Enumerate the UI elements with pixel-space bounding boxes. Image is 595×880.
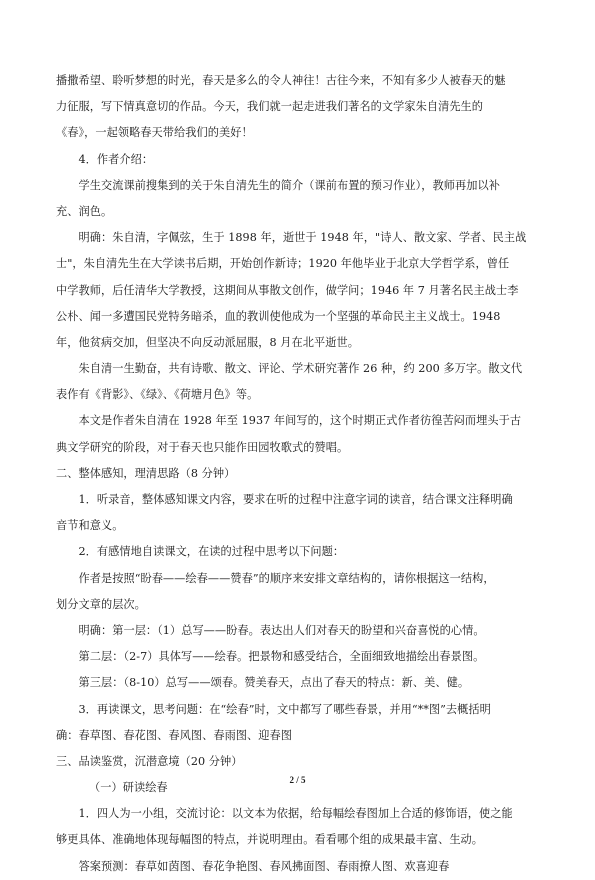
text-line: 中学教师，后任清华大学教授，这期间从事散文创作，做学问；1946 年 7 月著名民主战士李 bbox=[56, 283, 519, 297]
text-line: 第二层：（2-7）具体写——绘春。把景物和感受结合，全面细致地描绘出春景图。 bbox=[78, 650, 485, 664]
text-line: 第三层：（8-10）总写——颂春。赞美春天，点出了春天的特点：新、美、健。 bbox=[78, 676, 470, 690]
text-line: 年，他贫病交加，但坚决不向反动派屈服，8 月在北平逝世。 bbox=[56, 335, 359, 349]
text-line: 1．四人为一小组，交流讨论：以文本为依据，给每幅绘春图加上合适的修饰语，使之能 bbox=[78, 807, 513, 821]
document-page bbox=[56, 68, 540, 880]
section-heading: 三、品读鉴赏，沉潜意境（20 分钟） bbox=[56, 754, 243, 768]
text-line: 典文学研究的阶段，对于春天也只能作田园牧歌式的赞唱。 bbox=[56, 440, 349, 454]
text-line: 《春》，一起领略春天带给我们的美好！ bbox=[56, 126, 253, 140]
subsection-heading: （一）研读绘春 bbox=[89, 781, 168, 795]
text-line: 力征服，写下情真意切的作品。今天，我们就一起走进我们著名的文学家朱自清先生的 bbox=[56, 100, 484, 114]
text-line: 播撒希望、聆听梦想的时光，春天是多么的令人神往！古往今来，不知有多少人被春天的魅 bbox=[56, 74, 506, 87]
section-heading: 二、整体感知，理清思路（8 分钟） bbox=[56, 466, 236, 480]
text-line: 确：春草图、春花图、春风图、春雨图、迎春图 bbox=[56, 728, 292, 742]
page-number: 2 / 5 bbox=[289, 775, 306, 785]
text-line: 明确：第一层：（1）总写——盼春。表达出人们对春天的盼望和兴奋喜悦的心情。 bbox=[78, 623, 485, 637]
text-line: 表作有《背影》、《绿》、《荷塘月色》等。 bbox=[56, 388, 259, 402]
text-line: 作者是按照“盼春——绘春——赞春”的顺序来安排文章结构的，请你根据这一结构， bbox=[78, 571, 495, 585]
section-heading: 4．作者介绍： bbox=[78, 152, 154, 166]
text-line: 充、润色。 bbox=[56, 204, 113, 218]
text-line: 音节和意义。 bbox=[56, 519, 124, 533]
text-line: 士"，朱自清先生在大学读书后期，开始创作新诗；1920 年他毕业于北京大学哲学系，曾任 bbox=[56, 257, 510, 271]
text-line: 学生交流课前搜集到的关于朱自清先生的简介（课前布置的预习作业），教师再加以补 bbox=[78, 178, 500, 192]
text-line: 答案预测：春草如茵图、春花争艳图、春风拂面图、春雨撩人图、欢喜迎春 bbox=[78, 859, 450, 873]
text-line: 2．有感情地自读课文，在读的过程中思考以下问题： bbox=[78, 545, 345, 559]
text-line: 1．听录音，整体感知课文内容，要求在听的过程中注意字词的读音，结合课文注释明确 bbox=[78, 493, 513, 506]
text-line: 本文是作者朱自清在 1928 年至 1937 年间写的，这个时期正式作者彷徨苦闷而埋头于古 bbox=[78, 414, 522, 428]
text-line: 3．再读课文，思考问题：在“绘春”时，文中都写了哪些春景，并用“**图”去概括明 bbox=[78, 702, 491, 716]
text-line: 明确：朱自清，字佩弦，生于 1898 年，逝世于 1948 年，"诗人、散文家、学者、民主战 bbox=[78, 231, 527, 245]
text-line: 划分文章的层次。 bbox=[56, 597, 146, 611]
text-line: 公朴、闻一多遭国民党特务暗杀，血的教训使他成为一个坚强的革命民主主义战士。1948 bbox=[56, 309, 501, 323]
text-line: 朱自清一生勤奋，共有诗歌、散文、评论、学术研究著作 26 种，约 200 多万字。散文代 bbox=[78, 362, 523, 376]
text-line: 够更具体、准确地体现每幅图的特点，并说明理由。看看哪个组的成果最丰富、生动。 bbox=[56, 833, 484, 847]
